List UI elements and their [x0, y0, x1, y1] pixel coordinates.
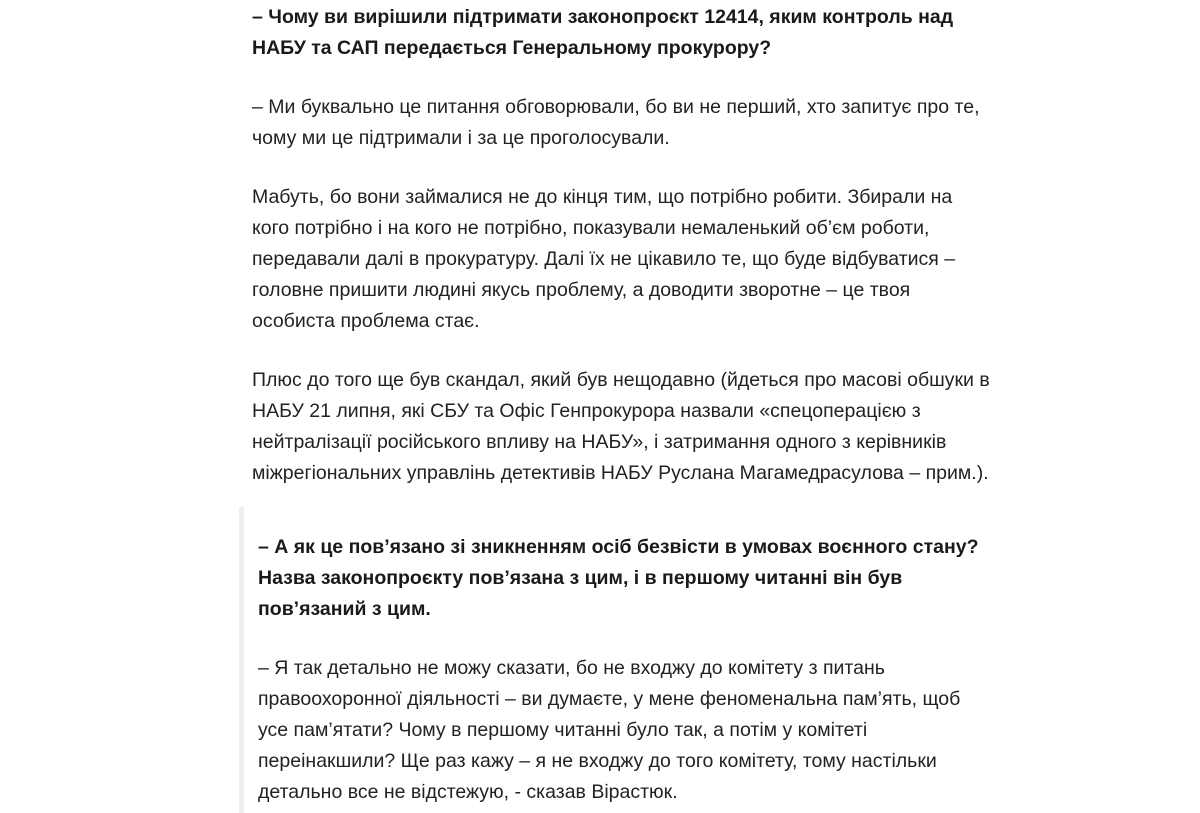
interview-question-2: – А як це пов’язано зі зникненням осіб безвісти в умовах воєнного стану? Назва законопроєкту пов’язана з цим, і в першому читанні він був пов’язаний з цим. [258, 536, 979, 620]
blockquote-content [258, 532, 988, 808]
interview-question-1: – Чому ви вирішили підтримати законопроєкт 12414, яким контроль над НАБУ та САП передається Генеральному прокурору? [252, 6, 954, 59]
article-body [252, 2, 992, 489]
interview-answer-4: – Я так детально не можу сказати, бо не входжу до комітету з питань правоохоронної діяльності – ви думаєте, у мене феноменальна пам’ять, щоб усе пам’ятати? Чому в першому читанні було так, а потім у комітеті переінакшили? Ще раз кажу – я не входжу до того комітету, тому настільки детально все не відстежую, - сказав Вірастюк. [258, 657, 961, 803]
interview-answer-1: – Ми буквально це питання обговорювали, бо ви не перший, хто запитує про те, чому ми це підтримали і за це проголосували. [252, 96, 980, 149]
interview-answer-2: Мабуть, бо вони займалися не до кінця тим, що потрібно робити. Збирали на кого потрібно і на кого не потрібно, показували немаленький об’єм роботи, передавали далі в прокуратуру. Далі їх не цікавило те, що буде відбуватися – головне пришити людині якусь проблему, а доводити зворотне – це твоя особиста проблема стає. [252, 186, 956, 332]
blockquote [239, 507, 999, 813]
interview-answer-3: Плюс до того ще був скандал, який був нещодавно (йдеться про масові обшуки в НАБУ 21 липня, які СБУ та Офіс Генпрокурора назвали «спецоперацією з нейтралізації російського впливу на НАБУ», і затримання одного з керівників міжрегіональних управлінь детективів НАБУ Руслана Магамедрасулова – прим.). [252, 369, 990, 484]
